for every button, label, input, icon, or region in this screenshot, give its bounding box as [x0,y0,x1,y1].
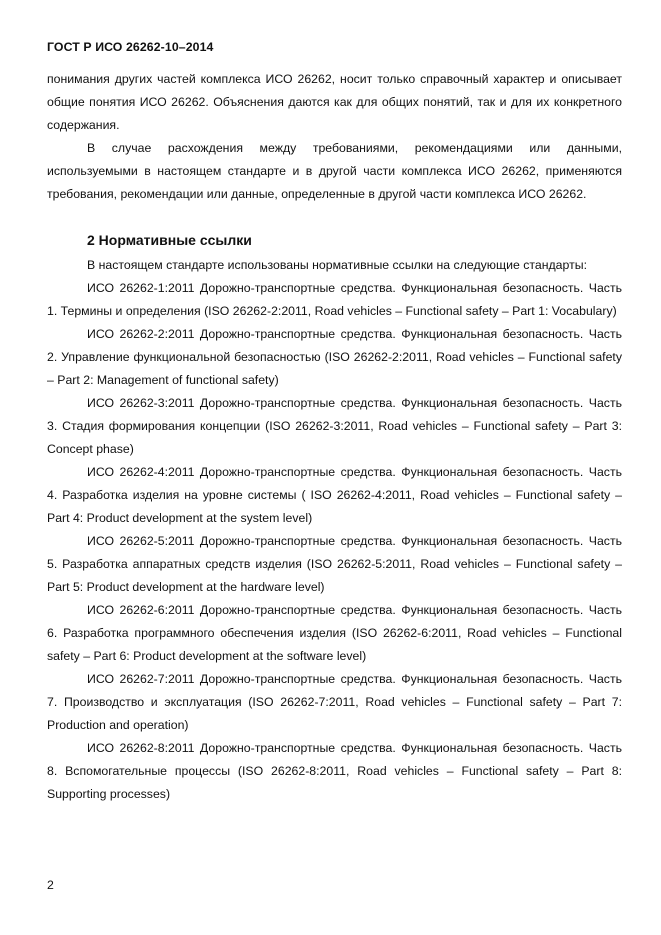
section-intro: В настоящем стандарте использованы нормативные ссылки на следующие стандарты: [87,258,587,272]
reference-item: ИСО 26262-6:2011 Дорожно-транспортные средства. Функциональная безопасность. Часть 6. Разработка программного обеспечения изделия (ISO 26262-6:2011, Road vehicles – Functional safety – Part 6: Product development at the software level) [47,603,622,663]
intro-paragraph: понимания других частей комплекса ИСО 26262, носит только справочный характер и описывает общие понятия ИСО 26262. Объяснения даются как для общих понятий, так и для их конкретного содержания. [47,72,622,132]
document-header: ГОСТ Р ИСО 26262-10–2014 [47,40,214,54]
reference-item: ИСО 26262-7:2011 Дорожно-транспортные средства. Функциональная безопасность. Часть 7. Производство и эксплуатация (ISO 26262-7:2011, Road vehicles – Functional safety – Part 7: Production and operation) [47,672,622,732]
reference-item: ИСО 26262-8:2011 Дорожно-транспортные средства. Функциональная безопасность. Часть 8. Вспомогательные процессы (ISO 26262-8:2011, Road vehicles – Functional safety – Part 8: Supporting processes) [47,741,622,801]
reference-item: ИСО 26262-3:2011 Дорожно-транспортные средства. Функциональная безопасность. Часть 3. Стадия формирования концепции (ISO 26262-3:2011, Road vehicles – Functional safety – Part 3: Concept phase) [47,396,622,456]
reference-item: ИСО 26262-1:2011 Дорожно-транспортные средства. Функциональная безопасность. Часть 1. Термины и определения (ISO 26262-2:2011, Road vehicles – Functional safety – Part 1: Vocabulary) [47,281,622,318]
section-title: 2 Нормативные ссылки [87,232,252,248]
reference-item: ИСО 26262-2:2011 Дорожно-транспортные средства. Функциональная безопасность. Часть 2. Управление функциональной безопасностью (ISO 26262-2:2011, Road vehicles – Functional safety – Part 2: Management of functional safety) [47,327,622,387]
reference-item: ИСО 26262-4:2011 Дорожно-транспортные средства. Функциональная безопасность. Часть 4. Разработка изделия на уровне системы ( ISO 26262-4:2011, Road vehicles – Functional safety – Part 4: Product development at the system level) [47,465,622,525]
reference-item: ИСО 26262-5:2011 Дорожно-транспортные средства. Функциональная безопасность. Часть 5. Разработка аппаратных средств изделия (ISO 26262-5:2011, Road vehicles – Functional safety – Part 5: Product development at the hardware level) [47,534,622,594]
intro-paragraph: В случае расхождения между требованиями, рекомендациями или данными, используемыми в настоящем стандарте и в другой части комплекса ИСО 26262, применяются требования, рекомендации или данные, определенные в другой части комплекса ИСО 26262. [47,141,622,201]
page-number: 2 [47,878,54,892]
document-body [47,68,622,806]
